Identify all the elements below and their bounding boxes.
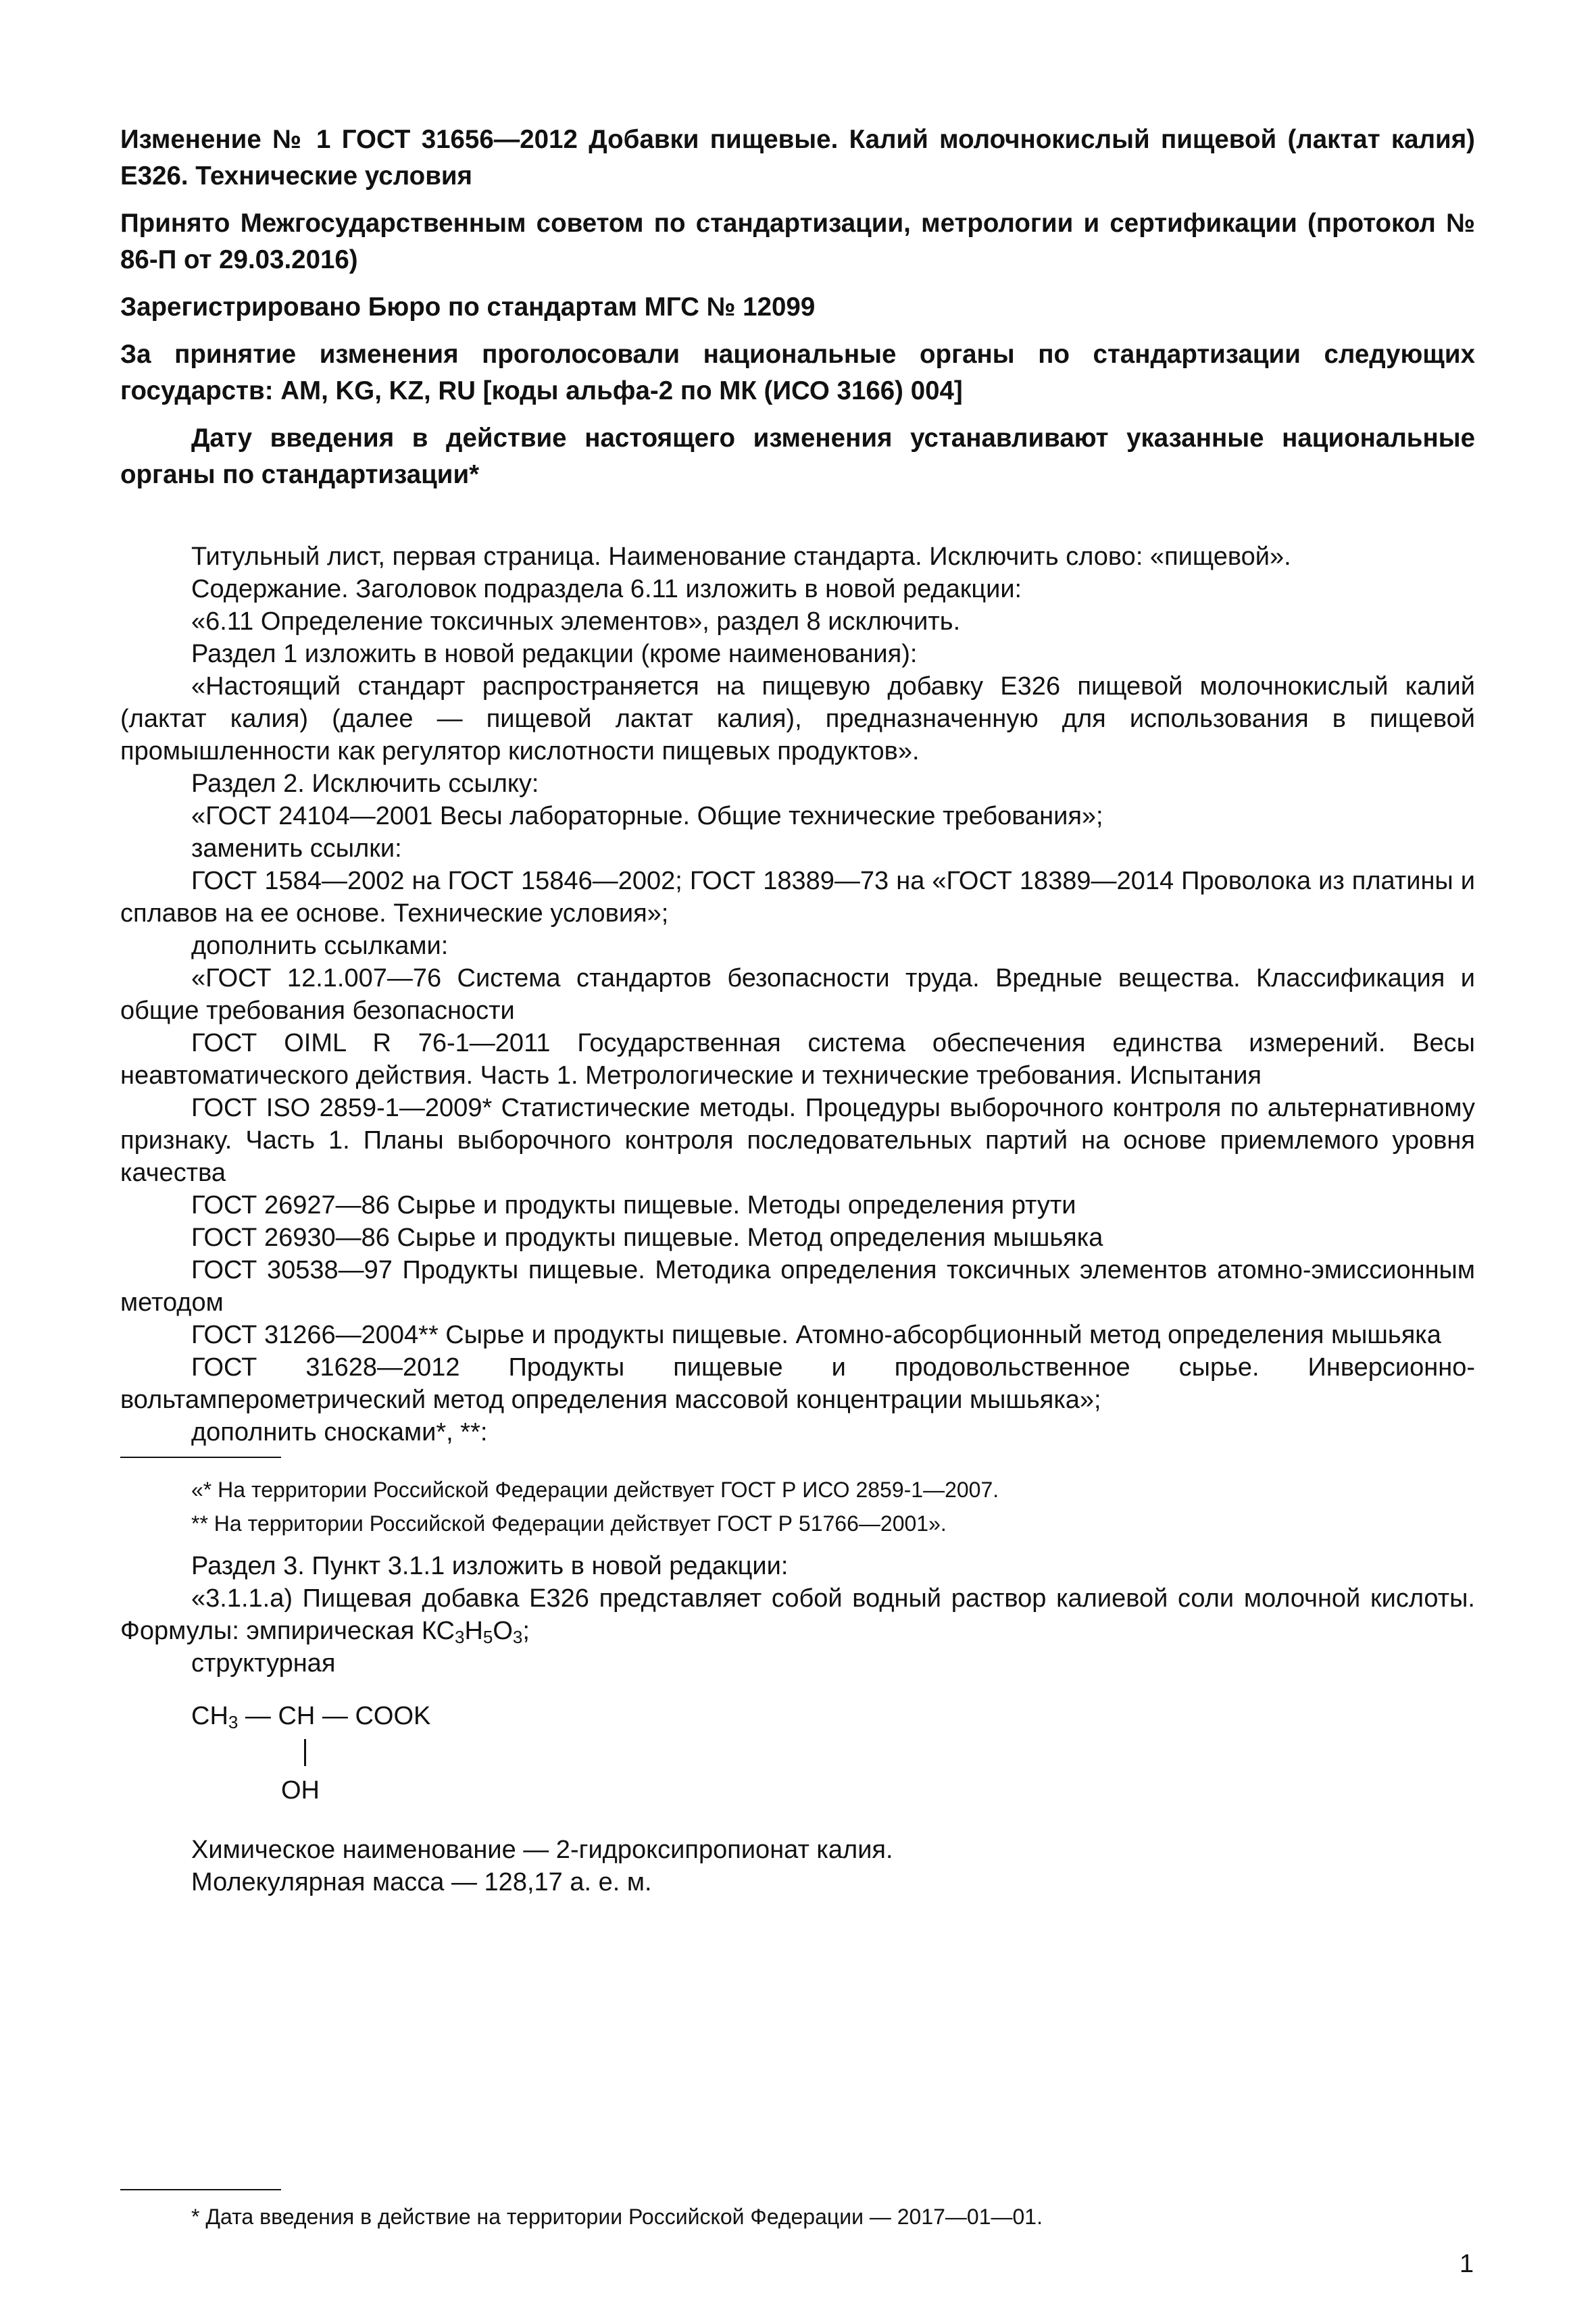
formula-hydroxyl: OH [281, 1776, 320, 1805]
paragraph: ГОСТ 26927—86 Сырье и продукты пищевые. Методы определения ртути [191, 1191, 1076, 1219]
registration: Зарегистрировано Бюро по стандартам МГС № 12099 [120, 293, 816, 322]
accepted-by: Принято Межгосударственным советом по стандартизации, метрологии и сертификации (протокол № 86-П от 29.03.2016) [120, 209, 1475, 274]
inline-footnote: «* На территории Российской Федерации действует ГОСТ Р ИСО 2859-1—2007. [191, 1478, 999, 1502]
page-number: 1 [1460, 2250, 1474, 2278]
footnote-divider [120, 1457, 281, 1458]
page-content [120, 122, 1475, 1898]
inline-footnote: ** На территории Российской Федерации действует ГОСТ Р 51766—2001». [191, 1511, 947, 1536]
paragraph: ГОСТ ISO 2859-1—2009* Статистические методы. Процедуры выборочного контроля по альтернативному признаку. Часть 1. Планы выборочного контроля последовательных партий на основе приемлемого уровня качества [120, 1094, 1475, 1187]
paragraph: ГОСТ 30538—97 Продукты пищевые. Методика определения токсичных элементов атомно-эмиссионным методом [120, 1256, 1475, 1317]
paragraph: «6.11 Определение токсичных элементов», раздел 8 исключить. [191, 607, 961, 636]
page-footnote: * Дата введения в действие на территории Российской Федерации — 2017—01—01. [191, 2205, 1043, 2229]
paragraph: ГОСТ 26930—86 Сырье и продукты пищевые. Метод определения мышьяка [191, 1224, 1103, 1252]
structural-formula [191, 1700, 1475, 1815]
paragraph: дополнить сносками*, **: [191, 1418, 488, 1447]
paragraph: «ГОСТ 24104—2001 Весы лабораторные. Общие технические требования»; [191, 802, 1103, 830]
formula-main-chain: $CH_3$ — CH — COOK [191, 1702, 431, 1732]
paragraph: ГОСТ 31266—2004** Сырье и продукты пищевые. Атомно-абсорбционный метод определения мышьяка [191, 1321, 1441, 1349]
effective-date-note: Дату введения в действие настоящего изменения устанавливают указанные национальные органы по стандартизации* [120, 424, 1475, 489]
page-footnote-divider [120, 2189, 281, 2190]
paragraph: ГОСТ 1584—2002 на ГОСТ 15846—2002; ГОСТ 18389—73 на «ГОСТ 18389—2014 Проволока из платины и сплавов на ее основе. Технические условия»; [120, 867, 1475, 928]
paragraph: структурная [191, 1649, 336, 1678]
paragraph: Молекулярная масса — 128,17 а. е. м. [191, 1868, 652, 1896]
voting-states: За принятие изменения проголосовали национальные органы по стандартизации следующих государств: AM, KG, KZ, RU [коды альфа-2 по МК (ИСО 3166) 004] [120, 340, 1475, 405]
paragraph: дополнить ссылками: [191, 932, 449, 960]
paragraph: «ГОСТ 12.1.007—76 Система стандартов безопасности труда. Вредные вещества. Классификация и общие требования безопасности [120, 964, 1475, 1025]
paragraph: Раздел 1 изложить в новой редакции (кроме наименования): [191, 640, 918, 668]
paragraph: Титульный лист, первая страница. Наименование стандарта. Исключить слово: «пищевой». [191, 543, 1291, 571]
paragraph: Химическое наименование — 2-гидроксипропионат калия. [191, 1836, 893, 1864]
amendment-body [120, 540, 1475, 1898]
amendment-title: Изменение № 1 ГОСТ 31656—2012 Добавки пищевые. Калий молочнокислый пищевой (лактат калия) Е326. Технические условия [120, 125, 1475, 191]
formula-bond-line [304, 1739, 306, 1766]
paragraph: ГОСТ OIML R 76-1—2011 Государственная система обеспечения единства измерений. Весы неавтоматического действия. Часть 1. Метрологические и технические требования. Испытания [120, 1029, 1475, 1090]
empirical-formula-paragraph: «3.1.1.а) Пищевая добавка Е326 представляет собой водный раствор калиевой соли молочной кислоты. Формулы: эмпирическая $КС_3Н_5О_3$; [120, 1584, 1475, 1647]
paragraph: заменить ссылки: [191, 834, 402, 863]
paragraph: ГОСТ 31628—2012 Продукты пищевые и продовольственное сырье. Инверсионно-вольтамперометрический метод определения массовой концентрации мышьяка»; [120, 1353, 1475, 1414]
paragraph: Раздел 2. Исключить ссылку: [191, 770, 539, 798]
paragraph: «Настоящий стандарт распространяется на пищевую добавку Е326 пищевой молочнокислый калий (лактат калия) (далее — пищевой лактат калия), предназначенную для использования в пищевой промышленности как регулятор кислотности пищевых продуктов». [120, 672, 1475, 765]
paragraph: Раздел 3. Пункт 3.1.1 изложить в новой редакции: [191, 1552, 789, 1580]
paragraph: Содержание. Заголовок подраздела 6.11 изложить в новой редакции: [191, 575, 1022, 603]
